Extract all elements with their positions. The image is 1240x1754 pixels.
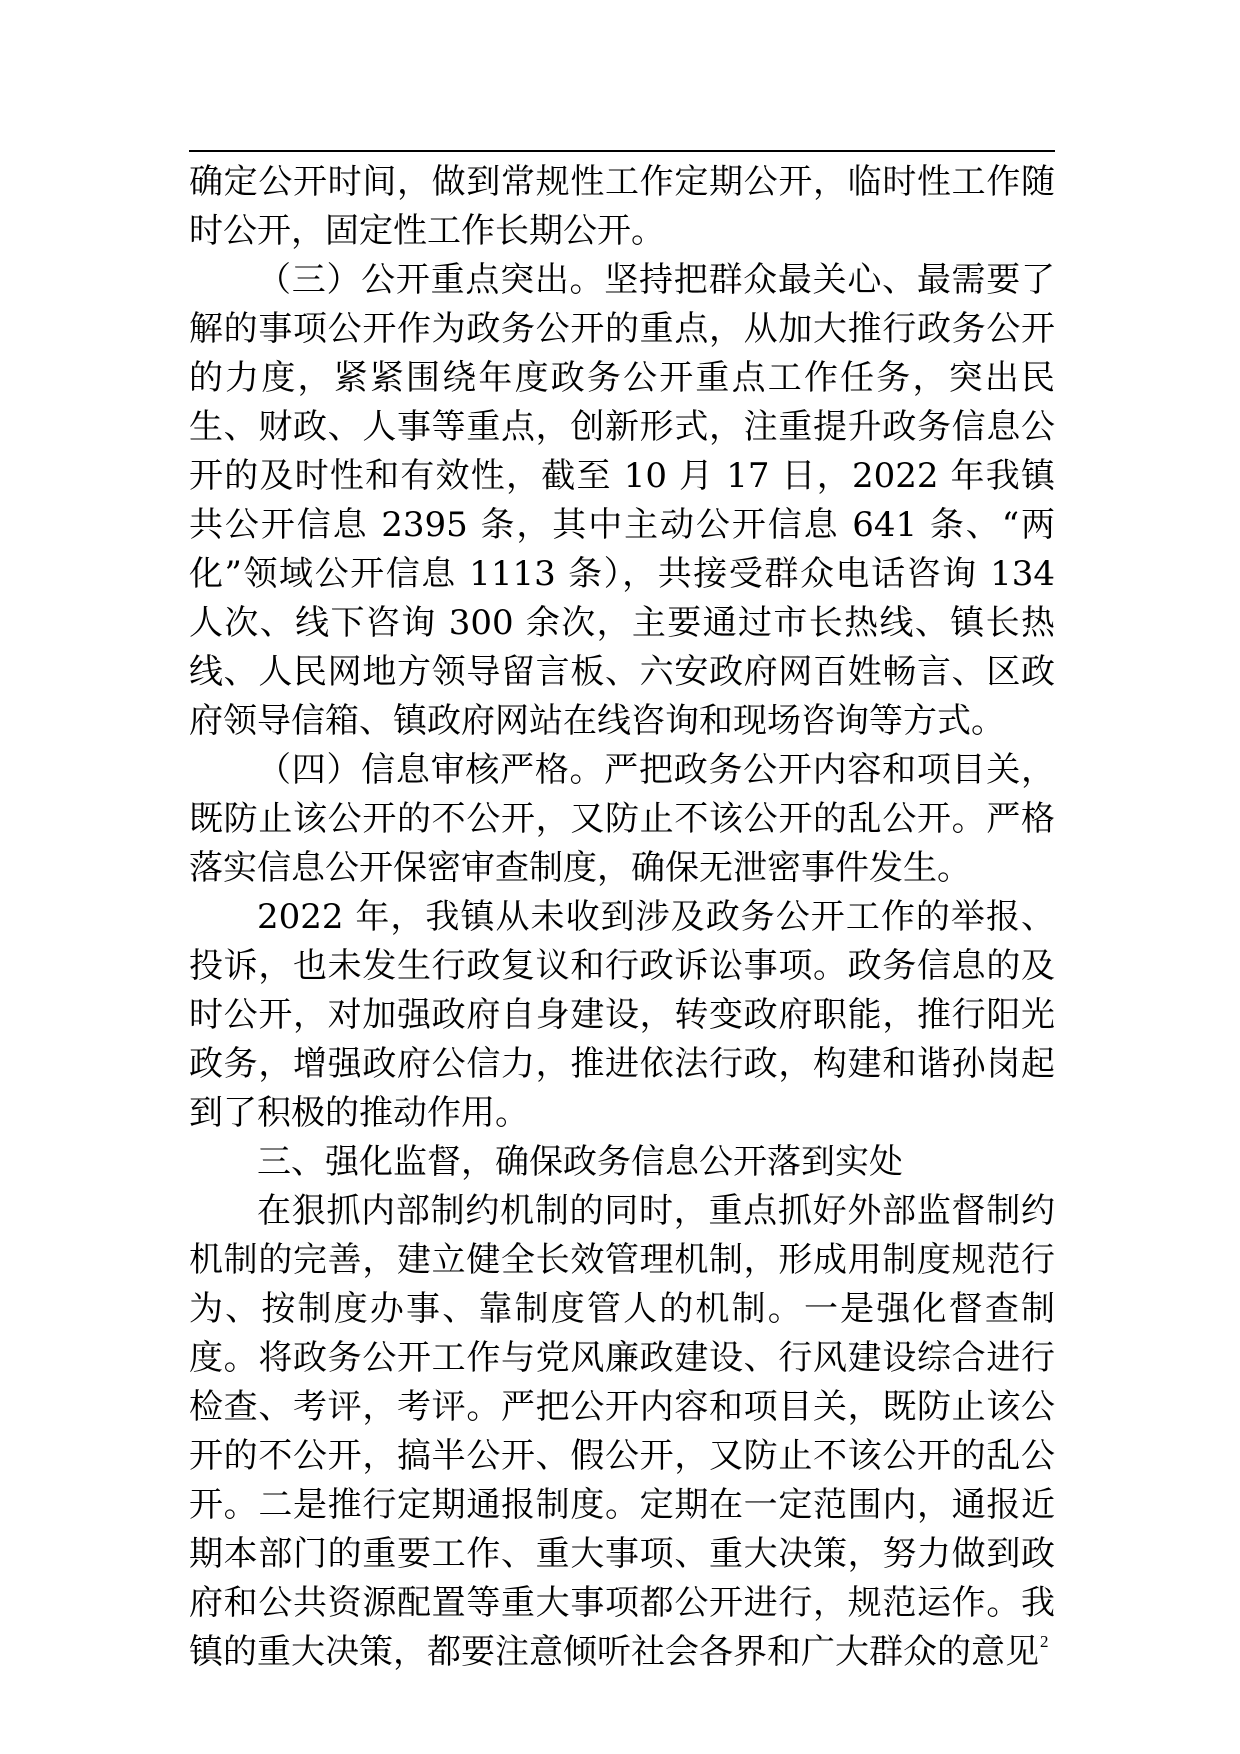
paragraph-continuation: 确定公开时间，做到常规性工作定期公开，临时性工作随时公开，固定性工作长期公开。: [189, 162, 1055, 251]
paragraph-section-3: （三）公开重点突出。坚持把群众最关心、最需要了解的事项公开作为政务公开的重点，从加大推行政务公开的力度，紧紧围绕年度政务公开重点工作任务，突出民生、财政、人事等重点，创新形式，注重提升政务信息公开的及时性和有效性，截至 10 月 17 日，2022 年我镇共公开信息 2395 条，其中主动公开信息 641 条、“两化”领域公开信息 1113 条），共接受群众电话咨询 134 人次、线下咨询 300 余次，主要通过市长热线、镇长热线、人民网地方领导留言板、六安政府网百姓畅言、区政府领导信箱、镇政府网站在线咨询和现场咨询等方式。: [189, 260, 1055, 741]
header-rule: [189, 150, 1055, 152]
paragraph-supervision: 在狠抓内部制约机制的同时，重点抓好外部监督制约机制的完善，建立健全长效管理机制，形成用制度规范行为、按制度办事、靠制度管人的机制。一是强化督查制度。将政务公开工作与党风廉政建设、行风建设综合进行检查、考评，考评。严把公开内容和项目关，既防止该公开的不公开，搞半公开、假公开，又防止不该公开的乱公开。二是推行定期通报制度。定期在一定范围内，通报近期本部门的重要工作、重大事项、重大决策，努力做到政府和公共资源配置等重大事项都公开进行，规范运作。我镇的重大决策，都要注意倾听社会各界和广大群众的意见: [189, 1191, 1055, 1672]
paragraph-summary-2022: 2022 年，我镇从未收到涉及政务公开工作的举报、投诉，也未发生行政复议和行政诉讼事项。政务信息的及时公开，对加强政府自身建设，转变政府职能，推行阳光政务，增强政府公信力，推进依法行政，构建和谐孙岗起到了积极的推动作用。: [189, 897, 1055, 1133]
paragraph-section-4: （四）信息审核严格。严把政务公开内容和项目关，既防止该公开的不公开，又防止不该公开的乱公开。严格落实信息公开保密审查制度，确保无泄密事件发生。: [189, 750, 1055, 888]
section-heading-3: 三、强化监督，确保政务信息公开落到实处: [257, 1142, 903, 1182]
document-body: [189, 158, 1055, 1677]
page-number: 2: [1040, 1632, 1049, 1651]
